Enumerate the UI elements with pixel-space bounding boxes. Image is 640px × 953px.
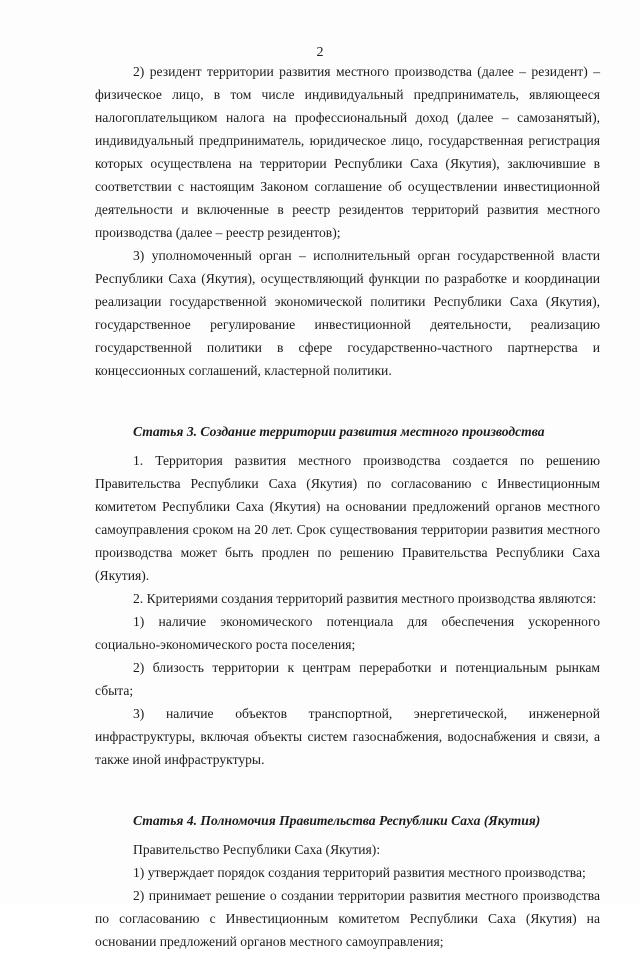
heading-article-4: Статья 4. Полномочия Правительства Республики Саха (Якутия) [133, 813, 541, 828]
paragraph-criterion-2: 2) близость территории к центрам переработки и потенциальным рынкам сбыта; [95, 660, 600, 698]
paragraph-authorized-body-definition: 3) уполномоченный орган – исполнительный орган государственной власти Республики Саха (Якутия), осуществляющий функции по разработке и координации реализации государственной экономической политики Республики Саха (Якутия), государственное регулирование инвестиционной деятельности, реализацию государственной политики в сфере государственно-частного партнерства и концессионных соглашений, кластерной политики. [95, 248, 600, 378]
paragraph-article-3-item-1: 1. Территория развития местного производства создается по решению Правительства Республики Саха (Якутия) по согласованию с Инвестиционным комитетом Республики Саха (Якутия) на основании предложений органов местного самоуправления сроком на 20 лет. Срок существования территории развития местного производства может быть продлен по решению Правительства Республики Саха (Якутия). [95, 453, 600, 583]
heading-article-3: Статья 3. Создание территории развития местного производства [133, 424, 545, 439]
paragraph-criterion-3: 3) наличие объектов транспортной, энергетической, инженерной инфраструктуры, включая объекты систем газоснабжения, водоснабжения и связи, а также иной инфраструктуры. [95, 706, 600, 767]
document-body [95, 60, 600, 953]
paragraph-power-1: 1) утверждает порядок создания территорий развития местного производства; [133, 865, 586, 880]
paragraph-power-2: 2) принимает решение о создании территории развития местного производства по согласованию с Инвестиционным комитетом Республики Саха (Якутия) на основании предложений органов местного самоуправления; [95, 888, 600, 949]
paragraph-criterion-1: 1) наличие экономического потенциала для обеспечения ускоренного социально-экономического роста поселения; [95, 614, 600, 652]
page-number: 2 [316, 45, 324, 60]
paragraph-resident-definition: 2) резидент территории развития местного производства (далее – резидент) – физическое лицо, в том числе индивидуальный предприниматель, являющееся налогоплательщиком налога на профессиональный доход (далее – самозанятый), индивидуальный предприниматель, юридическое лицо, государственная регистрация которых осуществлена на территории Республики Саха (Якутия), заключившие в соответствии с настоящим Законом соглашение об осуществлении инвестиционной деятельности и включенные в реестр резидентов территорий развития местного производства (далее – реестр резидентов); [95, 64, 600, 240]
paragraph-article-3-item-2: 2. Критериями создания территорий развития местного производства являются: [133, 591, 597, 606]
paragraph-article-4-intro: Правительство Республики Саха (Якутия): [133, 842, 381, 857]
